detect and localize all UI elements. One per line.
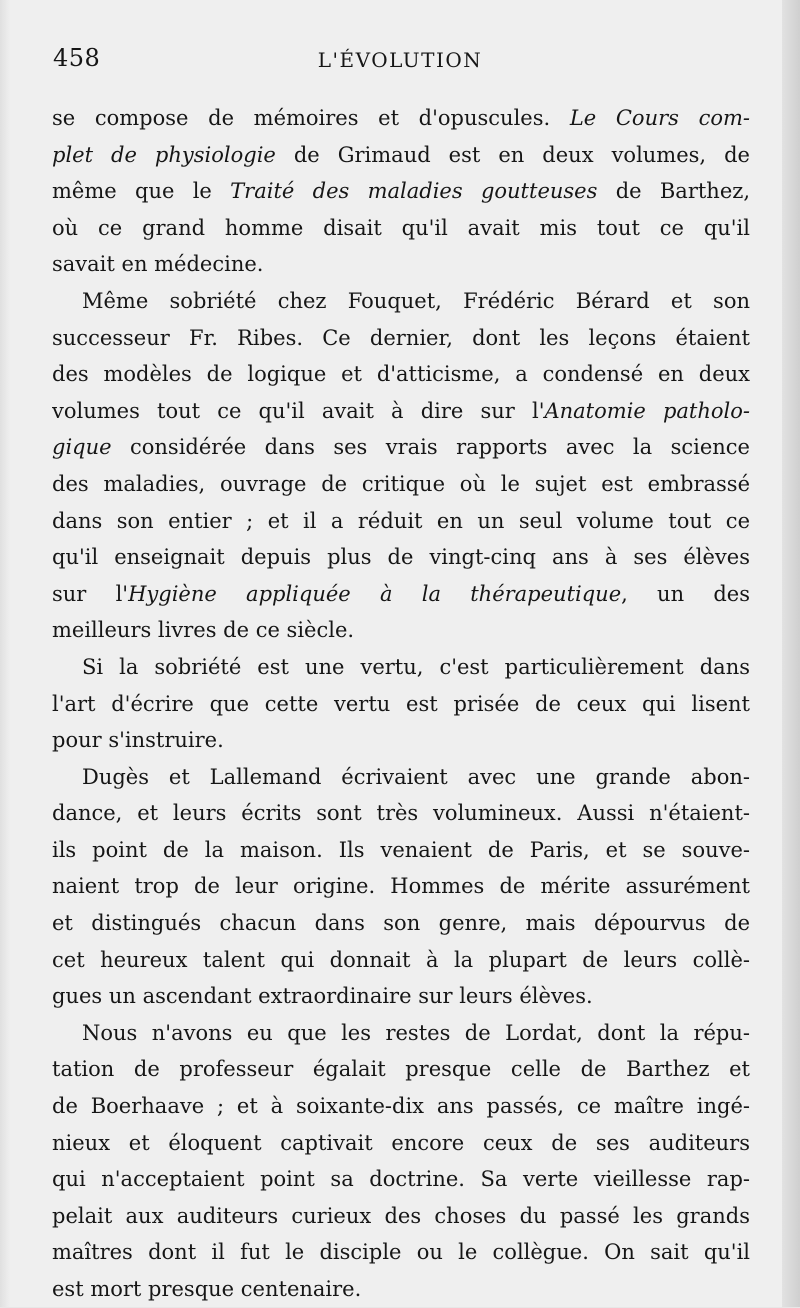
text-segment: où ce grand homme disait qu'il avait mis tout ce qu'il: [52, 215, 750, 240]
text-segment: meilleurs livres de ce siècle.: [52, 618, 355, 643]
text-line: [52, 210, 750, 247]
text-segment: de Grimaud est en deux volumes, de: [275, 142, 750, 167]
text-line: [52, 868, 750, 905]
text-segment: volumes tout ce qu'il avait à dire sur l': [52, 398, 545, 423]
page-header: [50, 44, 750, 80]
text-line: [52, 1088, 750, 1125]
text-line: [52, 1198, 750, 1235]
text-line: [52, 503, 750, 540]
text-line: [52, 173, 750, 210]
page-left-edge: [0, 0, 10, 1307]
page-right-edge: [782, 0, 800, 1307]
text-segment: pelait aux auditeurs curieux des choses du passé les grands: [52, 1203, 750, 1228]
italic-segment: Le Cours com-: [569, 106, 750, 130]
text-segment: l'art d'écrire que cette vertu est prisée de ceux qui lisent: [52, 691, 750, 716]
text-segment: est mort presque centenaire.: [52, 1277, 362, 1301]
text-segment: de Boerhaave ; et à soixante-dix ans passés, ce maître ingé-: [52, 1094, 750, 1119]
text-line: [52, 1271, 750, 1308]
text-segment: sur l': [52, 581, 129, 606]
text-segment: même que le: [52, 179, 231, 204]
text-line: [52, 686, 750, 723]
page-number: 458: [53, 44, 101, 72]
text-segment: savait en médecine.: [52, 252, 264, 277]
text-segment: qui n'acceptaient point sa doctrine. Sa verte vieillesse rap-: [52, 1167, 750, 1192]
italic-segment: Hygiène appliquée à la thérapeutique: [128, 581, 622, 606]
text-segment: Nous n'avons eu que les restes de Lordat, dont la répu-: [82, 1020, 750, 1045]
text-line: [52, 393, 750, 430]
text-segment: et distingués chacun dans son genre, mais dépourvus de: [52, 911, 750, 936]
running-title: L'ÉVOLUTION: [317, 48, 483, 72]
text-segment: des maladies, ouvrage de critique où le sujet est embrassé: [52, 471, 750, 496]
text-segment: Même sobriété chez Fouquet, Frédéric Bérard et son: [82, 288, 750, 313]
text-line: [52, 466, 750, 503]
text-line: [52, 1234, 750, 1271]
text-line: [52, 356, 750, 393]
text-segment: Dugès et Lallemand écrivaient avec une grande abon-: [82, 764, 750, 789]
italic-segment: Traité des maladies goutteuses: [230, 179, 598, 204]
text-segment: gues un ascendant extraordinaire sur leurs élèves.: [52, 984, 593, 1009]
text-line: [52, 1125, 750, 1162]
text-segment: maîtres dont il fut le disciple ou le collègue. On sait qu'il: [52, 1240, 750, 1265]
text-line: [52, 978, 750, 1015]
text-line: [52, 942, 750, 979]
text-line: [52, 612, 750, 649]
text-line: [52, 905, 750, 942]
body-text: [52, 100, 750, 1308]
text-line: [52, 759, 750, 796]
italic-segment: Anatomie patholo-: [544, 398, 750, 423]
text-line: [52, 1161, 750, 1198]
text-segment: se compose de mémoires et d'opuscules.: [52, 106, 570, 130]
italic-segment: plet de physiologie: [52, 142, 276, 167]
text-line: [52, 539, 750, 576]
text-segment: naient trop de leur origine. Hommes de mérite assurément: [52, 874, 750, 899]
text-line: [52, 283, 750, 320]
text-line: [52, 795, 750, 832]
text-segment: dance, et leurs écrits sont très volumineux. Aussi n'étaient-: [52, 801, 750, 826]
text-line: [52, 722, 750, 759]
text-line: [52, 100, 750, 137]
text-segment: , un des: [621, 581, 750, 606]
text-segment: des modèles de logique et d'atticisme, a condensé en deux: [52, 362, 750, 387]
text-line: [52, 1015, 750, 1052]
text-line: [52, 429, 750, 466]
italic-segment: gique: [52, 435, 112, 460]
text-segment: tation de professeur égalait presque celle de Barthez et: [52, 1057, 750, 1082]
text-segment: pour s'instruire.: [52, 728, 224, 753]
text-segment: nieux et éloquent captivait encore ceux de ses auditeurs: [52, 1130, 750, 1155]
text-segment: cet heureux talent qui donnait à la plupart de leurs collè-: [52, 947, 750, 972]
text-segment: successeur Fr. Ribes. Ce dernier, dont les leçons étaient: [52, 325, 750, 350]
text-line: [52, 1051, 750, 1088]
text-segment: Si la sobriété est une vertu, c'est particulièrement dans: [82, 654, 750, 679]
text-line: [52, 649, 750, 686]
text-line: [52, 137, 750, 174]
text-line: [52, 576, 750, 613]
text-segment: de Barthez,: [597, 179, 750, 204]
text-line: [52, 832, 750, 869]
text-line: [52, 320, 750, 357]
text-segment: considérée dans ses vrais rapports avec la science: [111, 435, 750, 460]
text-line: [52, 246, 750, 283]
text-segment: qu'il enseignait depuis plus de vingt-cinq ans à ses élèves: [52, 545, 750, 570]
text-segment: ils point de la maison. Ils venaient de Paris, et se souve-: [52, 837, 750, 862]
text-segment: dans son entier ; et il a réduit en un seul volume tout ce: [52, 508, 750, 533]
